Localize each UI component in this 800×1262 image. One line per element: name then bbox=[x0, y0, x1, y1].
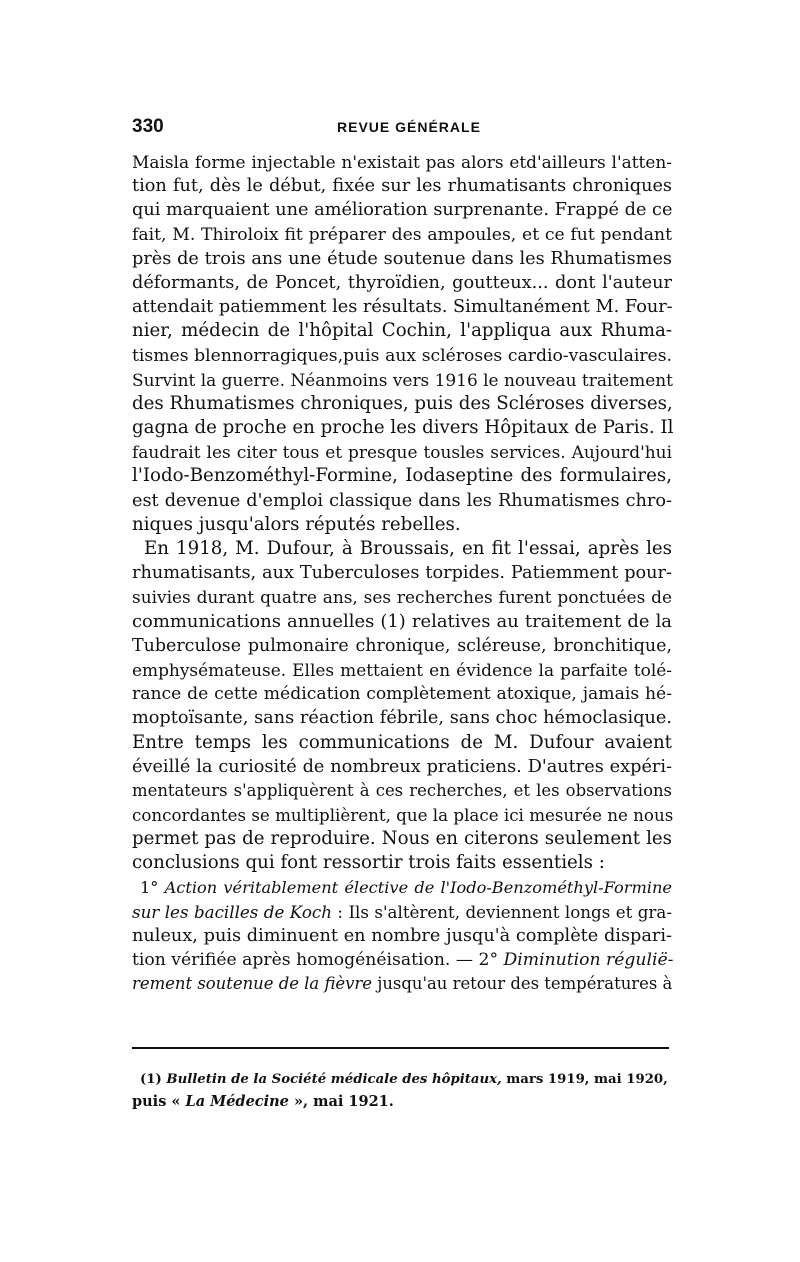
italic-phrase: Diminution régulië- bbox=[498, 950, 674, 971]
enumeration-line: nuleux, puis diminuent en nombre jusqu'à complète dispari- bbox=[132, 926, 672, 946]
text-line: rance de cette médication complètement atoxique, jamais hé- bbox=[132, 684, 672, 705]
enumeration-line bbox=[132, 948, 672, 972]
footnote-text: mars 1919, mai 1920, bbox=[501, 1072, 668, 1087]
enumeration-line bbox=[132, 876, 672, 900]
text-line: faudrait les citer tous et presque tousles services. Aujourd'hui bbox=[132, 442, 672, 463]
text-run: : Ils s'altèrent, deviennent longs et gra- bbox=[331, 901, 672, 922]
text-line: éveillé la curiosité de nombreux praticiens. D'autres expéri- bbox=[132, 756, 672, 777]
text-line: mentateurs s'appliquèrent à ces recherches, et les observations bbox=[132, 780, 672, 800]
text-line: gagna de proche en proche les divers Hôpitaux de Paris. Il bbox=[132, 417, 674, 439]
text-line: fait, M. Thiroloix fit préparer des ampoules, et ce fut pendant bbox=[132, 224, 672, 245]
footnotes bbox=[132, 1069, 672, 1113]
italic-phrase: rement soutenue de la fièvre bbox=[132, 974, 373, 994]
text-line: près de trois ans une étude soutenue dans les Rhumatismes bbox=[132, 248, 672, 269]
text-line: Survint la guerre. Néanmoins vers 1916 le nouveau traitement bbox=[132, 369, 673, 390]
footnote-text: », mai 1921. bbox=[293, 1093, 394, 1110]
text-line: déformants, de Poncet, thyroïdien, goutteux... dont l'auteur bbox=[132, 272, 672, 293]
footnote-marker: (1) bbox=[140, 1072, 162, 1087]
text-line: suivies durant quatre ans, ses recherches furent ponctuées de bbox=[132, 587, 672, 608]
text-line: l'Iodo-Benzométhyl-Formine, Iodaseptine des formulaires, bbox=[132, 465, 672, 487]
text-line: des Rhumatismes chroniques, puis des Scléroses diverses, bbox=[132, 392, 673, 414]
text-line: communications annuelles (1) relatives au traitement de la bbox=[132, 610, 672, 632]
text-line: qui marquaient une amélioration surprenante. Frappé de ce bbox=[132, 200, 673, 221]
running-head: REVUE GÉNÉRALE bbox=[337, 119, 481, 135]
page-header bbox=[132, 116, 672, 140]
text-line: tion fut, dès le début, fixée sur les rhumatisants chroniques bbox=[132, 176, 672, 197]
footnote-rule bbox=[132, 1047, 669, 1049]
text-line: Tuberculose pulmonaire chronique, scléreuse, bronchitique, bbox=[132, 635, 672, 656]
text-line: Maisla forme injectable n'existait pas alors etd'ailleurs l'atten- bbox=[132, 152, 672, 172]
text-line: moptoïsante, sans réaction fébrile, sans choc hémoclasique. bbox=[132, 708, 672, 729]
text-line: emphysémateuse. Elles mettaient en évidence la parfaite tolé- bbox=[132, 659, 672, 680]
page-number: 330 bbox=[132, 116, 164, 137]
text-line: nier, médecin de l'hôpital Cochin, l'appliqua aux Rhuma- bbox=[132, 320, 672, 342]
text-line: Entre temps les communications de M. Dufour avaient bbox=[132, 731, 672, 753]
text-run: tion vérifiée après homogénéisation. — 2° bbox=[132, 950, 499, 971]
text-run: jusqu'au retour des températures à bbox=[372, 974, 673, 994]
footnote-line bbox=[132, 1091, 672, 1113]
italic-phrase: Action véritablement élective de l'Iodo-Benzométhyl-Formine bbox=[164, 877, 672, 897]
text-line: tismes blennorragiques,puis aux scléroses cardio-vasculaires. bbox=[132, 345, 672, 366]
text-line: conclusions qui font ressortir trois faits essentiels : bbox=[132, 852, 605, 874]
enumeration-line bbox=[132, 900, 672, 924]
text-line: attendait patiemment les résultats. Simultanément M. Four- bbox=[132, 297, 673, 318]
text-line: niques jusqu'alors réputés rebelles. bbox=[132, 513, 461, 535]
italic-phrase: sur les bacilles de Koch bbox=[132, 901, 332, 922]
text-line: concordantes se multiplièrent, que la place ici mesurée ne nous bbox=[132, 805, 674, 826]
footnote-line bbox=[132, 1069, 672, 1091]
text-line: rhumatisants, aux Tuberculoses torpides. Patiemment pour- bbox=[132, 563, 672, 584]
text-line: est devenue d'emploi classique dans les Rhumatismes chro- bbox=[132, 490, 672, 511]
text-line: En 1918, M. Dufour, à Broussais, en fit l'essai, après les bbox=[144, 538, 672, 559]
enumeration-number: 1° bbox=[140, 877, 159, 897]
text-line: permet pas de reproduire. Nous en citerons seulement les bbox=[132, 828, 672, 850]
body-text bbox=[132, 150, 672, 997]
footnote-text: puis « bbox=[132, 1093, 181, 1110]
footnote-italic: Bulletin de la Société médicale des hôpitaux, bbox=[166, 1072, 502, 1087]
footnote-italic: La Médecine bbox=[180, 1093, 294, 1110]
enumeration-line bbox=[132, 972, 672, 996]
